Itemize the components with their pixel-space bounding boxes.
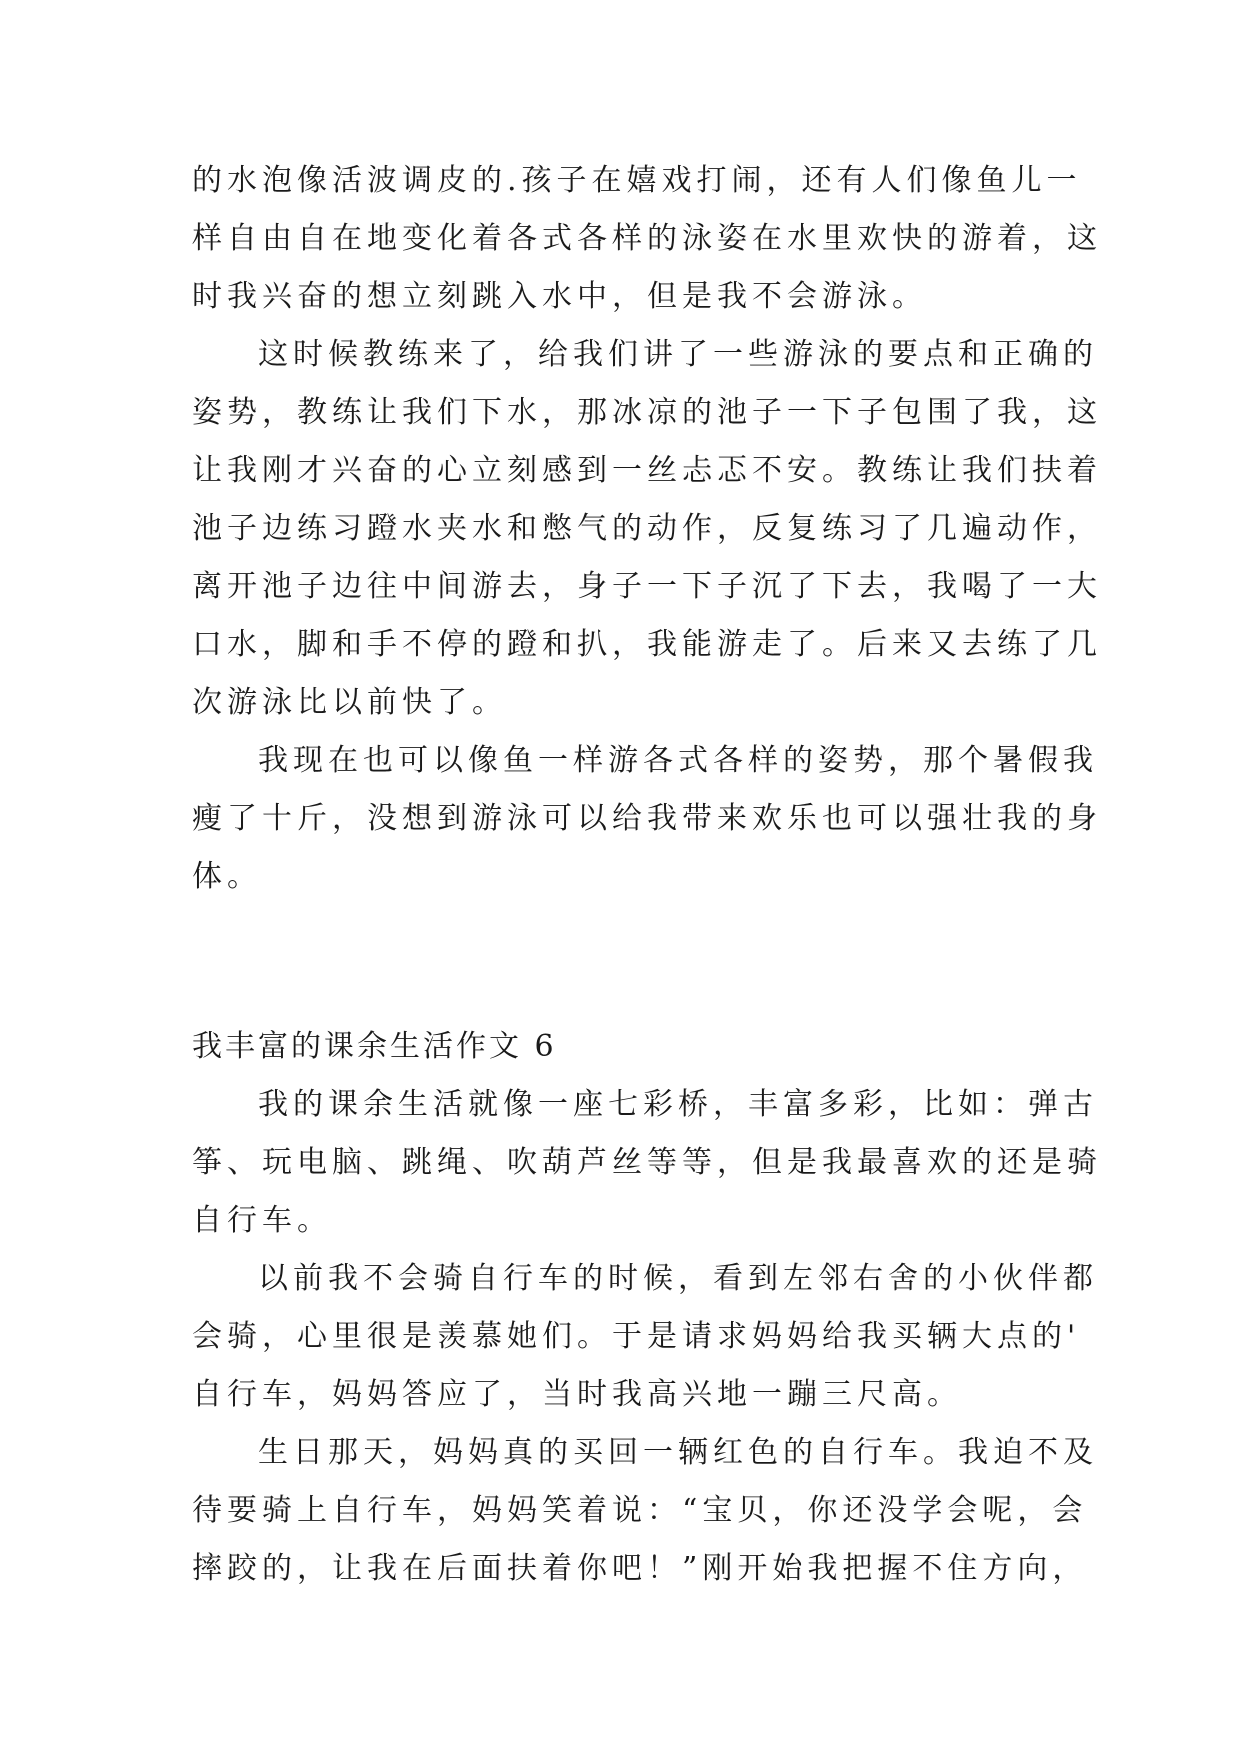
- text-line: 自行车。: [192, 1203, 332, 1238]
- section-gap: [192, 906, 1058, 1018]
- paragraph-coach-lesson: [192, 326, 1102, 732]
- text-line: 摔跤的，让我在后面扶着你吧！”刚开始我把握不住方向，: [192, 1551, 1088, 1586]
- text-line: 口水，脚和手不停的蹬和扒，我能游走了。后来又去练了几: [192, 627, 1102, 662]
- text-line: 让我刚才兴奋的心立刻感到一丝忐忑不安。教练让我们扶着: [192, 453, 1102, 488]
- text-line: 次游泳比以前快了。: [192, 685, 507, 720]
- text-line: 这时候教练来了，给我们讲了一些游泳的要点和正确的: [258, 337, 1098, 372]
- text-line: 会骑，心里很是羡慕她们。于是请求妈妈给我买辆大点的': [192, 1319, 1081, 1354]
- paragraph-birthday: [192, 1424, 1098, 1598]
- text-line: 体。: [192, 859, 262, 894]
- text-line: 时我兴奋的想立刻跳入水中，但是我不会游泳。: [192, 279, 927, 314]
- text-line: 瘦了十斤，没想到游泳可以给我带来欢乐也可以强壮我的身: [192, 801, 1102, 836]
- text-line: 筝、玩电脑、跳绳、吹葫芦丝等等，但是我最喜欢的还是骑: [192, 1145, 1102, 1180]
- text-line: 我现在也可以像鱼一样游各式各样的姿势，那个暑假我: [258, 743, 1098, 778]
- text-line: 我的课余生活就像一座七彩桥，丰富多彩，比如：弹古: [258, 1087, 1098, 1122]
- text-line: 待要骑上自行车，妈妈笑着说：“宝贝，你还没学会呢，会: [192, 1493, 1088, 1528]
- text-line: 样自由自在地变化着各式各样的泳姿在水里欢快的游着，这: [192, 221, 1102, 256]
- text-line: 以前我不会骑自行车的时候，看到左邻右舍的小伙伴都: [258, 1261, 1098, 1296]
- paragraph-conclusion: [192, 732, 1102, 906]
- paragraph-wish: [192, 1250, 1098, 1424]
- document-page: [192, 152, 1102, 1598]
- text-line: 池子边练习蹬水夹水和憋气的动作，反复练习了几遍动作，: [192, 511, 1102, 546]
- text-line: 姿势，教练让我们下水，那冰凉的池子一下子包围了我，这: [192, 395, 1102, 430]
- text-line: 生日那天，妈妈真的买回一辆红色的自行车。我迫不及: [258, 1435, 1098, 1470]
- text-line: 自行车，妈妈答应了，当时我高兴地一蹦三尺高。: [192, 1377, 962, 1412]
- text-line: 的水泡像活波调皮的.孩子在嬉戏打闹，还有人们像鱼儿一: [192, 163, 1082, 198]
- paragraph-intro: [192, 1076, 1102, 1250]
- essay-title: 我丰富的课余生活作文 6: [192, 1029, 557, 1064]
- paragraph-pool-scene: [192, 152, 1102, 326]
- text-line: 离开池子边往中间游去，身子一下子沉了下去，我喝了一大: [192, 569, 1102, 604]
